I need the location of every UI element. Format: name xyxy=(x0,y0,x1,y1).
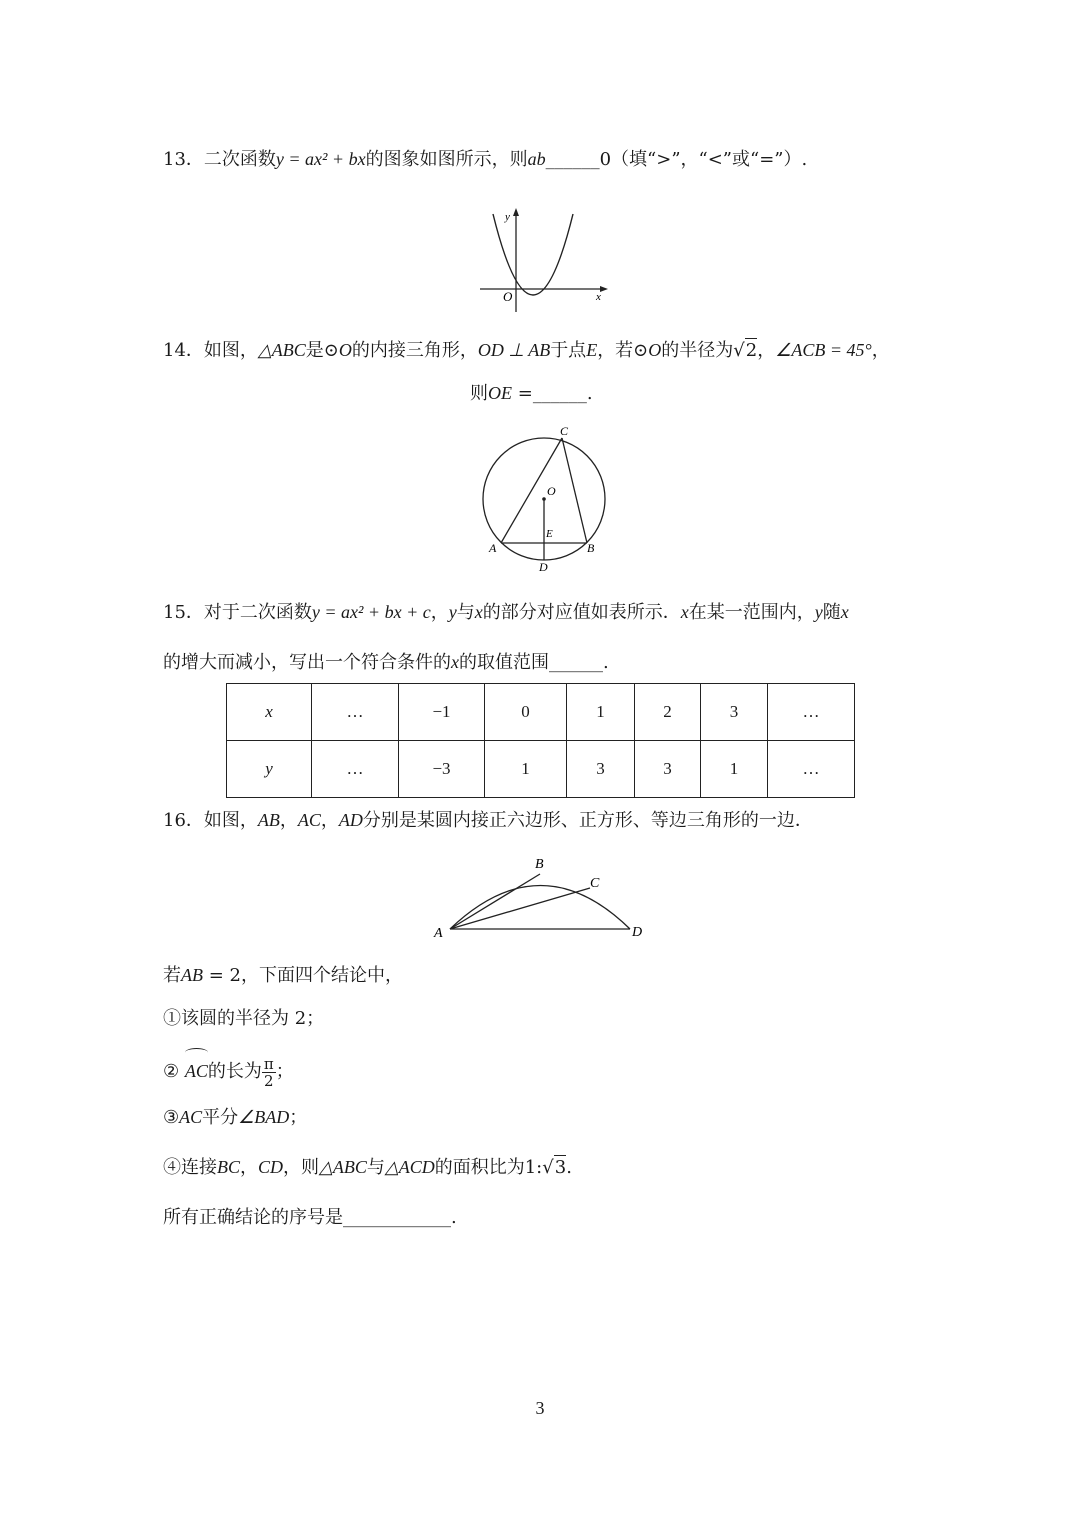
conclusion-text: ①该圆的半径为 2； xyxy=(163,1008,325,1029)
table-cell: −1 xyxy=(399,684,485,741)
variable: OE xyxy=(488,383,512,403)
question-text: 二次函数 xyxy=(203,149,276,170)
conclusion-text: 平分 xyxy=(202,1107,239,1128)
conclusion-text: 与 xyxy=(366,1157,385,1178)
table-cell: x xyxy=(227,684,312,741)
conclusion-1 xyxy=(163,1007,324,1031)
question-text: 的取值范围 xyxy=(459,652,549,673)
final-question xyxy=(163,1206,457,1230)
table-cell: −3 xyxy=(399,741,485,798)
period: . xyxy=(586,383,593,404)
separator: ， xyxy=(320,810,339,831)
question-16 xyxy=(163,808,813,833)
table-cell: 0 xyxy=(485,684,567,741)
point-e-label: E xyxy=(546,528,553,540)
table-cell: 3 xyxy=(635,741,701,798)
conclusion-text: ，则 xyxy=(283,1157,320,1178)
table-cell: … xyxy=(312,741,399,798)
question-text: 0（填“>”，“<”或“=”）. xyxy=(599,149,808,170)
equals: = xyxy=(512,383,533,404)
question-text: 的增大而减小，写出一个符合条件的 xyxy=(163,652,451,673)
circle-name: O xyxy=(338,340,352,360)
fraction xyxy=(262,1056,276,1089)
arc-figure xyxy=(430,852,652,942)
variable: AB xyxy=(181,965,203,985)
question-14-line-2 xyxy=(470,381,593,406)
point-d-label: D xyxy=(632,925,643,940)
angle: ∠BAD xyxy=(238,1107,290,1127)
triangle: △ABC xyxy=(319,1157,367,1177)
table-cell: … xyxy=(768,741,855,798)
conclusion-2 xyxy=(163,1052,294,1091)
answer-blank: ______ xyxy=(549,652,603,673)
variable: x xyxy=(474,602,483,622)
point-a-label: A xyxy=(489,541,497,555)
question-text: 对于二次函数 xyxy=(203,602,312,623)
question-text: 在某一范围内， xyxy=(688,602,815,623)
formula: y = ax² + bx xyxy=(275,149,366,169)
question-text: 的部分对应值如表所示． xyxy=(482,602,681,623)
triangle: △ABC xyxy=(257,340,306,360)
table-row-x xyxy=(227,684,855,741)
question-text: ，若⊙ xyxy=(597,340,649,361)
variable: x xyxy=(840,602,849,622)
point-b-label: B xyxy=(587,541,595,555)
angle: ∠ACB = 45° xyxy=(775,340,872,360)
question-text: 分别是某圆内接正六边形、正方形、等边三角形的一边． xyxy=(362,810,813,831)
table-cell: 3 xyxy=(701,684,768,741)
variable: x xyxy=(451,652,459,672)
y-axis-label: y xyxy=(505,211,510,223)
question-text: 如图， xyxy=(203,810,258,831)
point-d-label: D xyxy=(539,560,548,574)
question-text: = 2，下面四个结论中， xyxy=(203,965,403,986)
value-table xyxy=(226,683,855,798)
question-text: ， xyxy=(871,340,890,361)
period: . xyxy=(451,1207,457,1228)
question-text: 则 xyxy=(470,383,488,404)
segment-cd: CD xyxy=(258,1157,284,1177)
point-a-label: A xyxy=(434,926,443,941)
fraction-numerator: π xyxy=(263,1054,274,1073)
table-cell: 3 xyxy=(567,741,635,798)
conclusion-text: 的长为 xyxy=(207,1061,262,1082)
page-number: 3 xyxy=(535,1398,545,1418)
table-cell: … xyxy=(768,684,855,741)
table-cell: 1 xyxy=(485,741,567,798)
variable: AC xyxy=(179,1107,203,1127)
question-number: 13． xyxy=(163,149,204,170)
perpendicular: OD ⊥ AB xyxy=(477,340,551,360)
table-row-y xyxy=(227,741,855,798)
sqrt-symbol: √ xyxy=(733,340,745,361)
point-b-label: B xyxy=(535,857,544,872)
segment-bc: BC xyxy=(217,1157,241,1177)
circle-figure xyxy=(474,420,614,580)
segment-ad: AD xyxy=(338,810,363,830)
sqrt-value: 3 xyxy=(554,1157,567,1178)
conclusion-text: ； xyxy=(275,1061,294,1082)
segment-ab: AB xyxy=(257,810,280,830)
answer-blank: ______ xyxy=(532,383,587,404)
variable: x xyxy=(680,602,689,622)
origin-label: O xyxy=(503,289,513,304)
formula: y = ax² + bx + c xyxy=(311,602,431,622)
question-13 xyxy=(163,147,807,172)
period: . xyxy=(566,1157,572,1178)
segment-ac: AC xyxy=(297,810,321,830)
conclusion-text: 的面积比为 xyxy=(434,1157,525,1178)
question-text: 的内接三角形， xyxy=(351,340,478,361)
table-cell: 2 xyxy=(635,684,701,741)
triangle: △ACD xyxy=(384,1157,435,1177)
question-number: 15． xyxy=(163,602,204,623)
period: . xyxy=(603,652,609,673)
question-text: 随 xyxy=(822,602,841,623)
question-text: ， xyxy=(430,602,449,623)
question-text: 若 xyxy=(163,965,181,986)
conclusion-3 xyxy=(163,1105,307,1130)
condition-line xyxy=(163,963,403,988)
answer-blank: ______ xyxy=(545,149,600,170)
answer-blank: ____________ xyxy=(343,1207,451,1228)
question-text: 与 xyxy=(456,602,475,623)
question-text: 于点 xyxy=(550,340,587,361)
point-o-label: O xyxy=(547,484,556,498)
table-cell: y xyxy=(227,741,312,798)
arc-ac: AC xyxy=(185,1052,208,1090)
question-text: 如图， xyxy=(203,340,258,361)
question-number: 16． xyxy=(163,810,204,831)
question-text: 所有正确结论的序号是 xyxy=(163,1207,343,1228)
question-text: 的半径为 xyxy=(661,340,734,361)
conclusion-number: ② xyxy=(163,1061,180,1082)
table-cell: 1 xyxy=(701,741,768,798)
question-15-line-2 xyxy=(163,650,609,675)
conclusion-text: ； xyxy=(289,1107,308,1128)
point-c-label: C xyxy=(560,424,569,438)
table-cell: 1 xyxy=(567,684,635,741)
conclusion-number: ③ xyxy=(163,1107,180,1128)
table-cell: … xyxy=(312,684,399,741)
variable: y xyxy=(448,602,457,622)
ratio: 1: xyxy=(524,1157,543,1178)
question-number: 14． xyxy=(163,340,204,361)
fraction-denominator: 2 xyxy=(264,1071,274,1090)
variable: ab xyxy=(527,149,546,169)
separator: ， xyxy=(240,1157,259,1178)
point-e: E xyxy=(586,340,598,360)
sqrt-symbol: √ xyxy=(542,1157,554,1178)
question-15 xyxy=(163,600,849,625)
conclusion-text: ④连接 xyxy=(163,1157,217,1178)
variable: y xyxy=(814,602,823,622)
circle-name: O xyxy=(648,340,662,360)
point-c-label: C xyxy=(590,876,600,891)
x-axis-label: x xyxy=(596,291,601,303)
sqrt-value: 2 xyxy=(745,340,758,361)
question-text: 是⊙ xyxy=(305,340,339,361)
conclusion-4 xyxy=(163,1155,572,1180)
parabola-figure xyxy=(476,200,616,315)
question-text: ， xyxy=(757,340,776,361)
question-14 xyxy=(163,338,890,363)
question-text: 的图象如图所示，则 xyxy=(365,149,528,170)
separator: ， xyxy=(279,810,298,831)
